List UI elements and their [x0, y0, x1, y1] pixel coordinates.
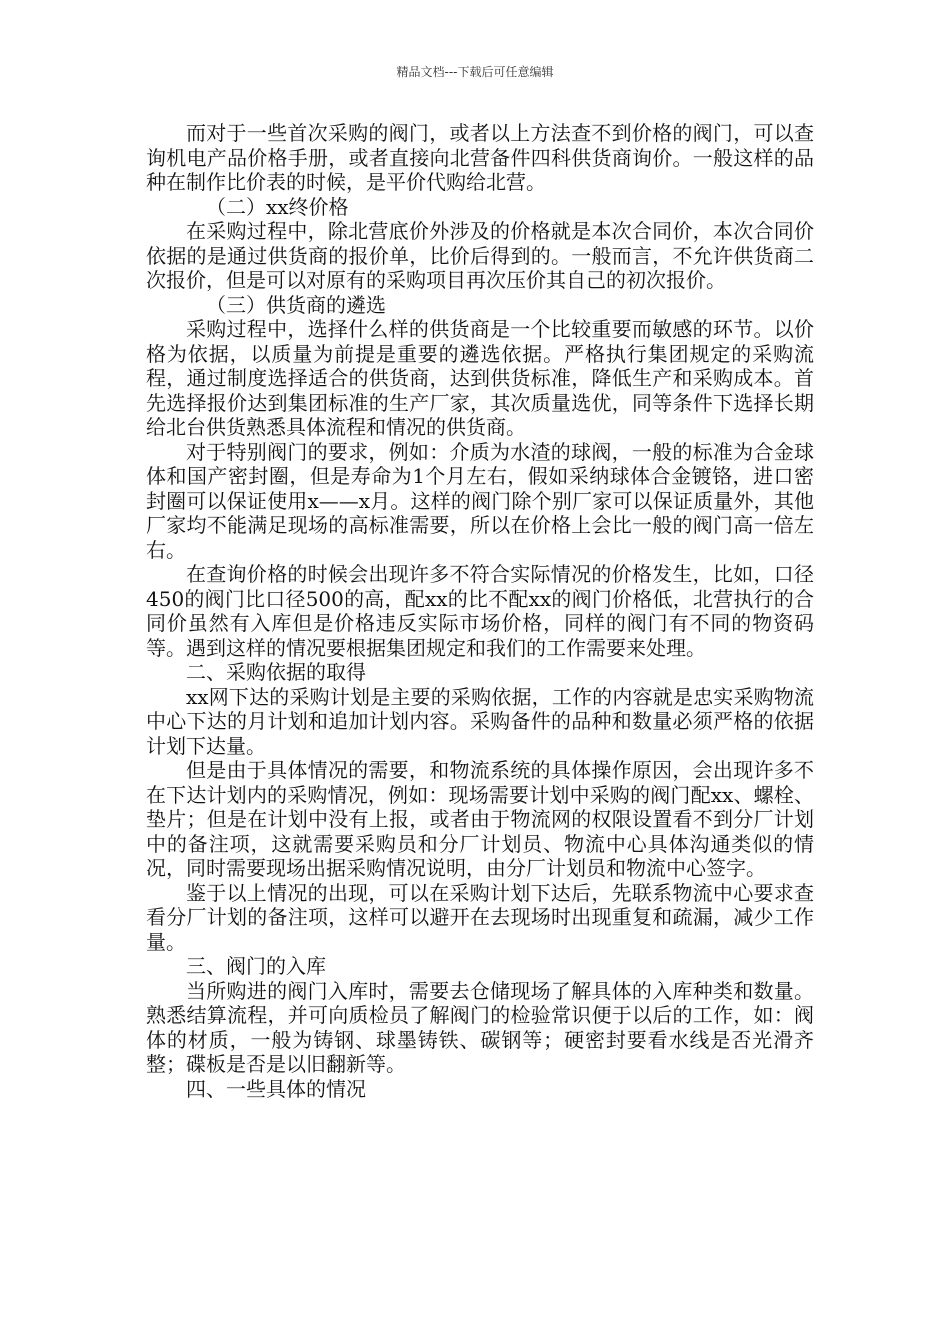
- paragraph: 而对于一些首次采购的阀门，或者以上方法查不到价格的阀门，可以查询机电产品价格手册，或者直接向北营备件四科供货商询价。一般这样的品种在制作比价表的时候，是平价代购给北营。: [146, 121, 814, 194]
- paragraph: 但是由于具体情况的需要，和物流系统的具体操作原因，会出现许多不在下达计划内的采购情况，例如：现场需要计划中采购的阀门配xx、螺栓、垫片；但是在计划中没有上报，或者由于物流网的权限设置看不到分厂计划中的备注项，这就需要采购员和分厂计划员、物流中心具体沟通类似的情况，同时需要现场出据采购情况说明，由分厂计划员和物流中心签字。: [146, 758, 814, 880]
- paragraph: 对于特别阀门的要求，例如：介质为水渣的球阀，一般的标准为合金球体和国产密封圈，但是寿命为1个月左右，假如采纳球体合金镀铬，进口密封圈可以保证使用x——x月。这样的阀门除个别厂家可以保证质量外，其他厂家均不能满足现场的高标准需要，所以在价格上会比一般的阀门高一倍左右。: [146, 439, 814, 562]
- paragraph: 鉴于以上情况的出现，可以在采购计划下达后，先联系物流中心要求查看分厂计划的备注项，这样可以避开在去现场时出现重复和疏漏，减少工作量。: [146, 880, 814, 954]
- paragraph: 在查询价格的时候会出现许多不符合实际情况的价格发生，比如，口径450的阀门比口径500的高，配xx的比不配xx的阀门价格低，北营执行的合同价虽然有入库但是价格违反实际市场价格，同样的阀门有不同的物资码等。遇到这样的情况要根据集团规定和我们的工作需要来处理。: [146, 562, 814, 660]
- section-heading: （三）供货商的遴选: [206, 292, 386, 317]
- page-header: 精品文档---下载后可任意编辑: [396, 65, 554, 79]
- section-heading: 四、一些具体的情况: [186, 1076, 366, 1101]
- section-heading: （二）xx终价格: [206, 194, 349, 219]
- paragraph: 在采购过程中，除北营底价外涉及的价格就是本次合同价，本次合同价依据的是通过供货商的报价单，比价后得到的。一般而言，不允许供货商二次报价，但是可以对原有的采购项目再次压价其自己的初次报价。: [146, 219, 814, 292]
- paragraph: 当所购进的阀门入库时，需要去仓储现场了解具体的入库种类和数量。熟悉结算流程，并可向质检员了解阀门的检验常识便于以后的工作，如：阀体的材质，一般为铸钢、球墨铸铁、碳钢等；硬密封要看水线是否光滑齐整；碟板是否是以旧翻新等。: [146, 978, 814, 1076]
- document-body: [146, 121, 814, 1101]
- section-heading: 二、采购依据的取得: [186, 660, 366, 684]
- paragraph: 采购过程中，选择什么样的供货商是一个比较重要而敏感的环节。以价格为依据，以质量为前提是重要的遴选依据。严格执行集团规定的采购流程，通过制度选择适合的供货商，达到供货标准，降低生产和采购成本。首先选择报价达到集团标准的生产厂家，其次质量选优，同等条件下选择长期给北台供货熟悉具体流程和情况的供货商。: [146, 317, 814, 439]
- paragraph: xx网下达的采购计划是主要的采购依据，工作的内容就是忠实采购物流中心下达的月计划和追加计划内容。采购备件的品种和数量必须严格的依据计划下达量。: [146, 684, 814, 758]
- section-heading: 三、阀门的入库: [186, 954, 326, 978]
